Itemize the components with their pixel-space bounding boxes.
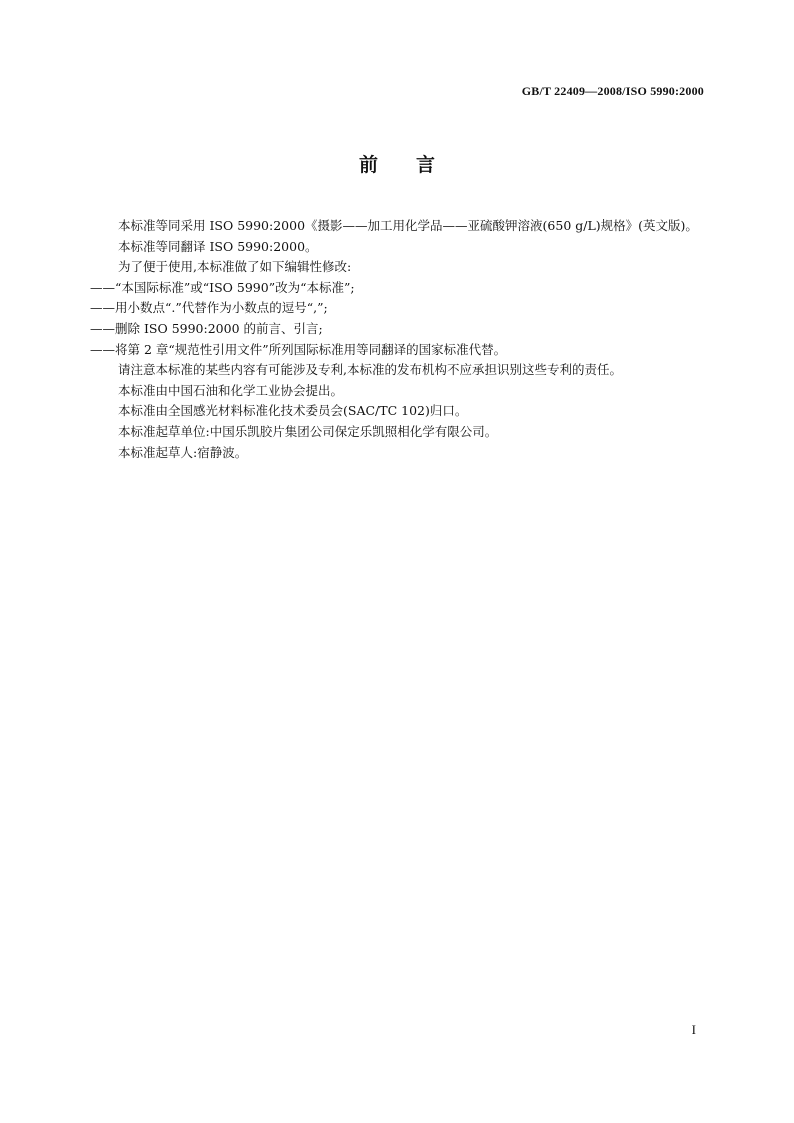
paragraph-drafting-unit: 本标准起草单位:中国乐凯胶片集团公司保定乐凯照相化学有限公司。 <box>118 423 498 439</box>
paragraph-editorial-intro: 为了便于使用,本标准做了如下编辑性修改: <box>118 259 352 275</box>
paragraph-proposer: 本标准由中国石油和化学工业协会提出。 <box>118 382 344 398</box>
paragraph-committee: 本标准由全国感光材料标准化技术委员会(SAC/TC 102)归口。 <box>118 403 468 419</box>
modification-item: ——用小数点“.”代替作为小数点的逗号“,”; <box>90 300 328 316</box>
paragraph-drafter: 本标准起草人:宿静波。 <box>118 444 248 460</box>
paragraph-translation: 本标准等同翻译 ISO 5990:2000。 <box>118 238 318 254</box>
foreword-body <box>90 216 706 463</box>
paragraph-patent-notice: 请注意本标准的某些内容有可能涉及专利,本标准的发布机构不应承担识别这些专利的责任。 <box>118 362 622 378</box>
modification-item: ——删除 ISO 5990:2000 的前言、引言; <box>90 320 323 336</box>
page-title: 前言 <box>358 154 473 176</box>
modification-item: ——“本国际标准”或“ISO 5990”改为“本标准”; <box>90 279 355 295</box>
page-number: I <box>691 1022 696 1037</box>
standard-number-header: GB/T 22409—2008/ISO 5990:2000 <box>521 84 704 98</box>
paragraph-adoption: 本标准等同采用 ISO 5990:2000《摄影——加工用化学品——亚硫酸钾溶液(650 g/L)规格》(英文版)。 <box>118 218 698 233</box>
modification-item: ——将第 2 章“规范性引用文件”所列国际标准用等同翻译的国家标准代替。 <box>90 341 507 357</box>
